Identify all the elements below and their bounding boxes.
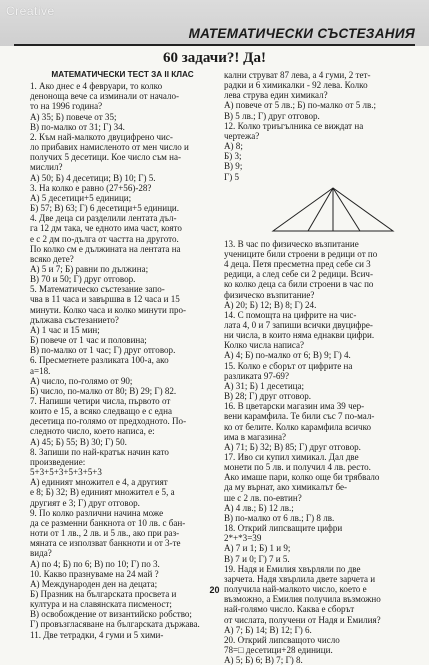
text-line: 17. Иво си купил химикал. Дал две bbox=[224, 452, 359, 462]
text-line: В) по-малко от 1 час; Г) друг отговор. bbox=[30, 345, 176, 356]
text-line: А) 71; Б) 32; В) 85; Г) друг отговор. bbox=[224, 441, 361, 452]
text-line: физическо възпитание? bbox=[224, 289, 315, 300]
triangle-diagram bbox=[268, 185, 398, 235]
text-line: В) 70 и 50; Г) друг отговор. bbox=[30, 274, 136, 285]
text-line: разликата 97-69? bbox=[224, 370, 289, 381]
text-line: които е 15, а всяко следващо е с една bbox=[30, 406, 173, 417]
text-line: дължава състезанието? bbox=[30, 314, 119, 325]
text-line: А) 20; Б) 12; В) 8; Г) 24. bbox=[224, 299, 317, 310]
triangle-figure bbox=[224, 185, 412, 237]
text-line: Б) повече от 1 час и половина; bbox=[30, 335, 147, 346]
text-line: 20. Открий липсващото число bbox=[224, 634, 340, 645]
text-line: А) 45; Б) 55; В) 30; Г) 50. bbox=[30, 436, 127, 447]
text-line: лата 4, 0 и 7 запиши всички двуцифре- bbox=[224, 319, 373, 330]
text-line: ко колко деца са били строени в час по bbox=[224, 279, 374, 290]
text-line: получих 5 десетици. Кое число съм на- bbox=[30, 152, 181, 163]
text-line: 2. Към най-малкото двуцифрено чис- bbox=[30, 131, 173, 142]
text-line: всяко дете? bbox=[30, 253, 74, 264]
text-line: възможно, а Емилия получила възможно bbox=[224, 594, 381, 605]
text-line: А) 5 и 7; Б) равни по дължина; bbox=[30, 263, 149, 274]
text-line: то на 1996 година? bbox=[30, 101, 103, 112]
text-line: десетица по-голямо от предходното. По- bbox=[30, 416, 187, 427]
text-line: А) 4 лв.; Б) 12 лв.; bbox=[224, 502, 294, 513]
text-line: учениците били строени в редици от по bbox=[224, 248, 378, 259]
text-line: има в магазина? bbox=[224, 431, 287, 442]
text-line: 16. В цветарски магазин има 39 чер- bbox=[224, 401, 365, 412]
section-banner: 60 задачи?! Да! bbox=[163, 50, 266, 66]
text-line: А) 50; Б) 4 десетици; В) 10; Г) 5. bbox=[30, 172, 156, 183]
text-line: Г) 5 bbox=[224, 171, 240, 182]
text-line: вида? bbox=[30, 548, 52, 559]
text-line: ло прибавих намисленото от мен число и bbox=[30, 142, 189, 153]
text-line: Б) 3; bbox=[224, 151, 242, 162]
text-line: произведение: bbox=[30, 456, 86, 467]
text-line: ко от белите. Колко карамфила всичко bbox=[224, 421, 372, 432]
text-line: га 12 дм така, че едното има част, която bbox=[30, 223, 182, 234]
text-line: А) 1 час и 15 мин; bbox=[30, 324, 100, 335]
text-line: А) 5; Б) 6; В) 7; Г) 8. bbox=[224, 655, 303, 665]
text-line: 4 деца. Петя пресметна пред себе си 3 bbox=[224, 259, 371, 270]
text-line: 6. Пресметнете разликата 100-а, ако bbox=[30, 355, 169, 366]
text-line: вени карамфила. Те били със 7 по-мал- bbox=[224, 411, 375, 422]
text-line: минути. Колко часа и колко минути про- bbox=[30, 304, 187, 315]
text-line: В) освобождение от византийско робство; bbox=[30, 609, 192, 620]
text-line: А) Международен ден на децата; bbox=[30, 578, 158, 589]
text-line: 15. Колко е сборът от цифрите на bbox=[224, 360, 353, 371]
text-line: 3. На колко е равно (27+56)-28? bbox=[30, 182, 152, 193]
text-line: е с 2 дм по-дълга от частта на другото. bbox=[30, 233, 179, 244]
text-line: редици, а след себе си 2 редици. Всич- bbox=[224, 269, 373, 280]
text-line: В) 9; bbox=[224, 161, 243, 172]
text-line: мяната се използват банкноти и от 3-те bbox=[30, 538, 181, 549]
text-line: да му върнат, ако химикалът бе- bbox=[224, 482, 347, 493]
text-line: Ако имаше пари, колко още би трябвало bbox=[224, 472, 380, 483]
text-line: А) по 4; Б) по 6; В) по 10; Г) по 3. bbox=[30, 558, 160, 569]
text-line: мислил? bbox=[30, 162, 63, 173]
text-line: ноти от 1 лв., 2 лв. и 5 лв., ако при раз- bbox=[30, 528, 180, 539]
right-column-text-top bbox=[224, 70, 412, 182]
text-line: кални струват 87 лева, а 4 гуми, 2 тет- bbox=[224, 70, 371, 80]
text-line: 13. В час по физическо възпитание bbox=[224, 238, 359, 249]
text-line: следното число, което написа, е: bbox=[30, 426, 155, 437]
text-line: 7. Напиши четири числа, първото от bbox=[30, 396, 171, 406]
text-line: Колко числа написа? bbox=[224, 340, 304, 351]
left-column-text bbox=[30, 81, 215, 640]
watermark: Creative bbox=[6, 4, 55, 18]
text-line: 4. Две деца си разделили лентата дъл- bbox=[30, 213, 177, 224]
text-line: 12. Колко триъгълника се виждат на bbox=[224, 120, 364, 131]
text-line: 9. По колко различни начина може bbox=[30, 507, 164, 518]
text-line: Г) провъзгласяване на българската държава. bbox=[30, 619, 200, 630]
text-line: 1. Ако днес е 4 февруари, то колко bbox=[30, 81, 163, 92]
text-line: култура и на славянската писменост; bbox=[30, 599, 172, 610]
test-heading: МАТЕМАТИЧЕСКИ ТЕСТ ЗА II КЛАС bbox=[51, 70, 194, 79]
text-line: деноноща вече са изминали от начало- bbox=[30, 91, 180, 102]
text-line: А) 4; Б) по-малко от 6; В) 9; Г) 4. bbox=[224, 350, 351, 361]
text-line: 5+3+5+3+5+3+5+3 bbox=[30, 467, 102, 478]
text-line: чертежа? bbox=[224, 130, 260, 141]
text-line: Б) 57; В) 63; Г) 6 десетици+5 единици. bbox=[30, 203, 180, 214]
text-line: 8. Запиши по най-кратък начин като bbox=[30, 446, 169, 457]
text-line: А) 5 десетици+5 единици; bbox=[30, 192, 132, 203]
right-column bbox=[224, 70, 412, 665]
text-line: най-голямо число. Каква е сборът bbox=[224, 604, 355, 615]
right-column-text-bottom bbox=[224, 239, 412, 665]
text-line: 10. Какво празнуваме на 24 май ? bbox=[30, 568, 159, 579]
text-line: зарчета. Надя хвърлила двете зарчета и bbox=[224, 573, 376, 584]
text-line: В) 28; Г) друг отговор. bbox=[224, 391, 312, 402]
text-line: А) 7 и 1; Б) 1 и 9; bbox=[224, 543, 291, 554]
page-header-title: МАТЕМАТИЧЕСКИ СЪСТЕЗАНИЯ bbox=[188, 26, 415, 41]
text-line: 14. С помощта на цифрите на чис- bbox=[224, 309, 357, 320]
text-line: 78=□ десетици+28 единици. bbox=[224, 644, 333, 655]
text-line: А) 8; bbox=[224, 141, 243, 152]
text-line: В) по-малко от 6 лв.; Г) 8 лв. bbox=[224, 512, 335, 523]
text-line: 18. Открий липсващите цифри bbox=[224, 523, 343, 534]
header-rule bbox=[14, 44, 415, 46]
text-line: а=18. bbox=[30, 365, 51, 376]
text-line: В) 5 лв.; Г) друг отговор. bbox=[224, 110, 320, 121]
text-line: А) повече от 5 лв.; Б) по-малко от 5 лв.; bbox=[224, 100, 377, 111]
text-line: другият е 3; Г) друг отговор. bbox=[30, 497, 140, 508]
text-line: чва в 11 часа и завършва в 12 часа и 15 bbox=[30, 294, 180, 305]
text-line: ше с 2 лв. по-евтин? bbox=[224, 492, 302, 503]
text-line: А) 7; Б) 14; В) 12; Г) 6. bbox=[224, 624, 312, 635]
text-line: от числата, получени от Надя и Емилия? bbox=[224, 614, 381, 625]
text-line: 19. Надя и Емилия хвърляли по две bbox=[224, 563, 361, 574]
text-line: монети по 5 лв. и получил 4 лв. ресто. bbox=[224, 462, 371, 473]
text-line: получила най-малкото число, което е bbox=[224, 584, 367, 595]
page-number: 20 bbox=[209, 585, 220, 595]
text-line: В) 7 и 0; Г) 7 и 5. bbox=[224, 553, 290, 564]
text-line: лева струва един химикал? bbox=[224, 90, 328, 101]
text-line: А) 35; Б) повече от 35; bbox=[30, 111, 117, 122]
left-column bbox=[30, 70, 215, 640]
text-line: 2*+*3=39 bbox=[224, 533, 262, 544]
text-line: В) по-малко от 31; Г) 34. bbox=[30, 121, 125, 132]
text-line: А) число, по-голямо от 90; bbox=[30, 375, 133, 386]
text-line: 5. Математическо състезание запо- bbox=[30, 284, 165, 295]
text-line: 11. Две тетрадки, 4 гуми и 5 хими- bbox=[30, 629, 164, 640]
text-line: да се разменни банкнота от 10 лв. с бан- bbox=[30, 517, 186, 528]
text-line: По колко см е дължината на лентата на bbox=[30, 243, 181, 254]
text-line: ни числа, в които няма еднакви цифри. bbox=[224, 330, 375, 341]
text-line: радки и 6 химикалки - 92 лева. Колко bbox=[224, 80, 368, 91]
text-line: е 8; Б) 32; В) единият множител е 5, а bbox=[30, 487, 175, 498]
text-line: Б) число, по-малко от 80; В) 29; Г) 82. bbox=[30, 385, 177, 396]
text-line: Б) Празник на българската просвета и bbox=[30, 588, 177, 599]
text-line: А) 31; Б) 1 десетица; bbox=[224, 380, 305, 391]
text-line: А) единият множител е 4, а другият bbox=[30, 477, 168, 488]
